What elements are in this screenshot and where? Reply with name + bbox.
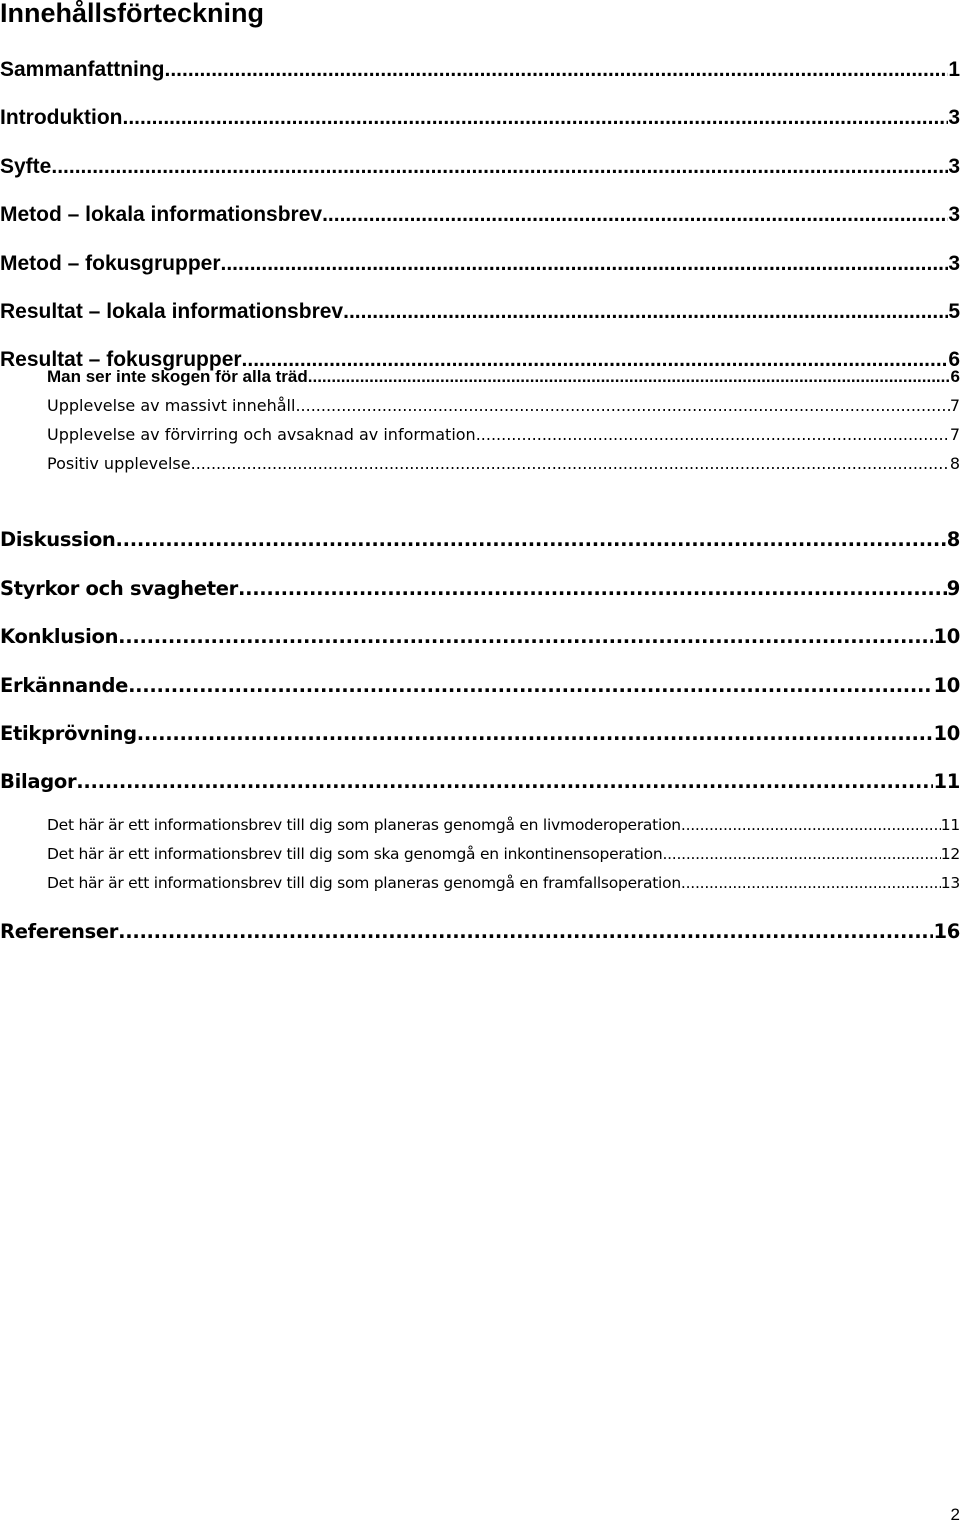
toc-entry-label: Etikprövning — [0, 722, 137, 745]
toc-dot-leader — [681, 816, 941, 834]
toc-entry-upplevelse-massivt-innehall[interactable] — [47, 396, 960, 422]
toc-entry-metod-lokala-informationsbrev[interactable] — [0, 203, 960, 229]
toc-dot-leader — [137, 722, 934, 745]
toc-entry-bilaga-inkontinensoperation[interactable] — [47, 845, 960, 871]
toc-entry-upplevelse-forvirring[interactable] — [47, 425, 960, 451]
toc-entry-syfte[interactable] — [0, 155, 960, 181]
toc-entry-sammanfattning[interactable] — [0, 58, 960, 84]
toc-dot-leader — [686, 874, 941, 892]
toc-dot-leader — [76, 770, 933, 793]
toc-page-number: 3 — [948, 252, 960, 275]
toc-entry-label: Metod – lokala informationsbrev — [0, 203, 323, 226]
toc-entry-label: Referenser — [0, 920, 119, 943]
toc-entry-diskussion[interactable] — [0, 528, 960, 554]
toc-page-number: 11 — [933, 770, 960, 793]
toc-entry-man-ser-inte-skogen[interactable] — [47, 367, 960, 393]
toc-page-number: 1 — [948, 58, 960, 81]
toc-entry-label: Det här är ett informationsbrev till dig som planeras genomgå en framfallsoperation. — [47, 874, 686, 892]
toc-page-number: 5 — [948, 300, 960, 323]
toc-dot-leader — [118, 920, 933, 943]
toc-entry-positiv-upplevelse[interactable] — [47, 454, 960, 480]
toc-page-number: 10 — [933, 625, 960, 648]
toc-page-number: 10 — [933, 674, 960, 697]
toc-dot-leader — [343, 300, 948, 324]
toc-entry-introduktion[interactable] — [0, 106, 960, 132]
toc-entry-label: Upplevelse av massivt innehåll — [47, 396, 296, 415]
toc-entry-styrkor-och-svagheter[interactable] — [0, 577, 960, 603]
toc-entry-label: Man ser inte skogen för alla träd — [47, 367, 308, 386]
toc-entry-label: Diskussion — [0, 528, 116, 551]
page-number: 2 — [950, 1505, 960, 1524]
toc-page-number: 7 — [949, 425, 960, 444]
toc-entry-label: Det här är ett informationsbrev till dig som ska genomgå en inkontinensoperation — [47, 845, 663, 863]
toc-entry-label: Erkännande — [0, 674, 129, 697]
toc-entry-erkannande[interactable] — [0, 674, 960, 700]
toc-entry-bilaga-livmoderoperation[interactable] — [47, 816, 960, 842]
toc-page-number: 10 — [933, 722, 960, 745]
toc-entry-label: Resultat – fokusgrupper — [0, 348, 242, 371]
toc-entry-metod-fokusgrupper[interactable] — [0, 252, 960, 278]
toc-page-number: 8 — [949, 454, 960, 473]
toc-page-number: 11 — [940, 816, 960, 834]
toc-entry-label: Syfte — [0, 155, 52, 178]
toc-entry-label: Sammanfattning — [0, 58, 165, 81]
toc-entry-label: Metod – fokusgrupper — [0, 252, 221, 275]
toc-entry-label: Konklusion — [0, 625, 119, 648]
page-title: Innehållsförteckning — [0, 0, 265, 28]
toc-dot-leader — [476, 425, 950, 444]
toc-page-number: 8 — [946, 528, 960, 551]
toc-page-number: 6 — [950, 367, 960, 386]
toc-page-number: 7 — [949, 396, 960, 415]
toc-entry-bilaga-framfallsoperation[interactable] — [47, 874, 960, 900]
toc-entry-label: Introduktion — [0, 106, 123, 129]
toc-entry-label: Upplevelse av förvirring och avsaknad av information — [47, 425, 476, 444]
toc-dot-leader — [51, 155, 948, 179]
toc-entry-label: Bilagor — [0, 770, 77, 793]
toc-dot-leader — [116, 528, 947, 551]
toc-dot-leader — [322, 203, 948, 227]
toc-dot-leader — [295, 396, 949, 415]
toc-dot-leader — [221, 252, 949, 276]
toc-dot-leader — [191, 454, 950, 473]
toc-entry-referenser[interactable] — [0, 920, 960, 946]
toc-page-number: 3 — [948, 203, 960, 226]
toc-page-number: 13 — [940, 874, 960, 892]
toc-dot-leader — [128, 674, 933, 697]
toc-page-number: 16 — [933, 920, 960, 943]
toc-page-number: 12 — [940, 845, 960, 863]
toc-dot-leader — [165, 58, 949, 82]
toc-entry-resultat-lokala-informationsbrev[interactable] — [0, 300, 960, 326]
toc-entry-bilagor[interactable] — [0, 770, 960, 796]
toc-dot-leader — [118, 625, 933, 648]
toc-entry-label: Resultat – lokala informationsbrev — [0, 300, 344, 323]
toc-page-number: 9 — [946, 577, 960, 600]
toc-entry-etikprovning[interactable] — [0, 722, 960, 748]
toc-dot-leader — [122, 106, 948, 130]
toc-page-number: 3 — [948, 106, 960, 129]
toc-page-number: 6 — [948, 348, 960, 371]
toc-dot-leader — [238, 577, 947, 600]
toc-dot-leader — [308, 367, 951, 387]
toc-entry-label: Styrkor och svagheter — [0, 577, 238, 600]
toc-entry-konklusion[interactable] — [0, 625, 960, 651]
toc-page-number: 3 — [948, 155, 960, 178]
toc-dot-leader — [662, 845, 940, 863]
toc-entry-label: Det här är ett informationsbrev till dig som planeras genomgå en livmoderoperation — [47, 816, 681, 834]
toc-entry-label: Positiv upplevelse — [47, 454, 191, 473]
